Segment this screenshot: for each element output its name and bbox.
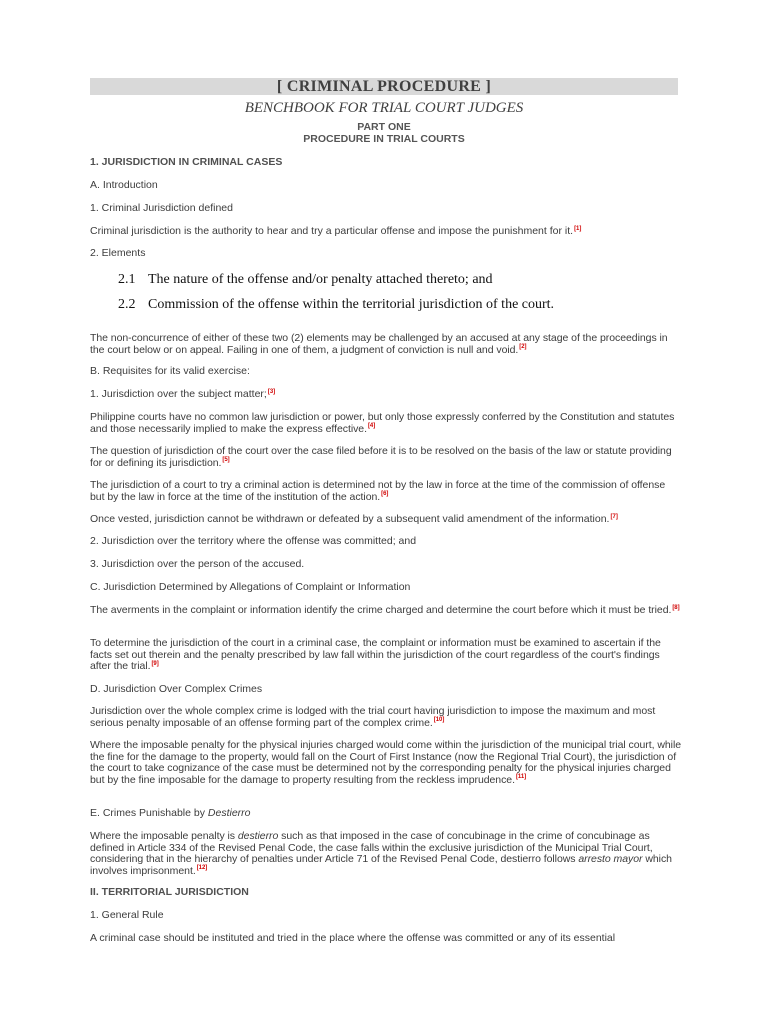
paragraph-text: Where the imposable penalty for the physical injuries charged would come within the jurisdiction of the municipal trial court, while the fine for the damage to the property, would fall on the Court of First Instance (now the Regional Trial Court), the jurisdiction of the court to take cognizance of the case must be determined not by the corresponding penalty for the physical injuries charged but by the fine imposable for the damage to property resulting from the reckless imprudence. [90, 739, 682, 786]
document-title: [ CRIMINAL PROCEDURE ] [90, 78, 678, 95]
paragraph-text: The question of jurisdiction of the court over the case filed before it is to be resolved on the basis of the law or statute providing for or defining its jurisdiction. [90, 445, 672, 469]
subheading-text: E. Crimes Punishable by [90, 807, 208, 819]
element-item [118, 297, 718, 313]
paragraph-text: Once vested, jurisdiction cannot be withdrawn or defeated by a subsequent valid amendment of the information. [90, 513, 610, 525]
element-number: 2.2 [118, 297, 136, 312]
paragraph-text: To determine the jurisdiction of the court in a criminal case, the complaint or information must be examined to ascertain if the facts set out therein and the penalty prescribed by law fall within the jurisdiction of the court regardless of the court's findings after the trial. [90, 637, 661, 673]
italic-term: arresto mayor [578, 853, 643, 866]
italic-term: destierro [237, 830, 279, 842]
item-subject-matter [90, 389, 690, 401]
paragraph-to-determine [90, 638, 682, 673]
paragraph-text: The jurisdiction of a court to try a criminal action is determined not by the law in force at the time of the commission of offense but by the law in force at the time of the institution of the action. [90, 479, 666, 503]
item-territory: 2. Jurisdiction over the territory where the offense was committed; and [90, 535, 417, 547]
section-heading-territorial: II. TERRITORIAL JURISDICTION [90, 886, 249, 898]
paragraph-jurisdiction-criminal-action [90, 480, 682, 503]
footnote-ref[interactable]: [12] [196, 865, 208, 872]
paragraph-text: Where the imposable penalty is [90, 830, 238, 842]
subheading-elements: 2. Elements [90, 247, 146, 259]
subheading-requisites: B. Requisites for its valid exercise: [90, 365, 250, 377]
section-heading-jurisdiction: 1. JURISDICTION IN CRIMINAL CASES [90, 156, 283, 168]
paragraph-question-jurisdiction [90, 446, 682, 469]
part-title: PROCEDURE IN TRIAL COURTS [303, 133, 465, 145]
element-item [118, 272, 718, 288]
subheading-general-rule: 1. General Rule [90, 909, 164, 921]
element-text: The nature of the offense and/or penalty attached thereto; and [148, 272, 493, 287]
paragraph-physical-injuries [90, 740, 682, 786]
element-number: 2.1 [118, 272, 136, 287]
footnote-ref[interactable]: [1] [574, 225, 582, 232]
document-subtitle: BENCHBOOK FOR TRIAL COURT JUDGES [244, 100, 524, 116]
footnote-ref[interactable]: [11] [515, 774, 527, 781]
paragraph-text: such as that imposed in the case of concubinage in the crime of concubinage as defined in Article 334 of the Revised Penal Code, the case falls within the exclusive jurisdiction of the Municipal Trial Court, considering that in the hierarchy of penalties under Article 71 of the Revised Penal Code, destierro follows [90, 830, 653, 866]
paragraph-criminal-jurisdiction [90, 226, 690, 238]
footnote-ref[interactable]: [3] [267, 388, 276, 395]
paragraph-text: The averments in the complaint or information identify the crime charged and determine the court before which it must be tried. [90, 604, 672, 616]
paragraph-complex-crimes [90, 706, 682, 729]
footnote-ref[interactable]: [2] [519, 344, 527, 351]
paragraph-text: which involves imprisonment. [90, 853, 672, 877]
paragraph-nonconcurrence [90, 333, 682, 356]
footnote-ref[interactable]: [8] [672, 604, 680, 611]
footnote-ref[interactable]: [7] [610, 513, 618, 520]
footnote-ref[interactable]: [10] [433, 717, 445, 724]
paragraph-general-rule: A criminal case should be instituted and tried in the place where the offense was committed or any of its essential [90, 932, 616, 944]
paragraph-text: Philippine courts have no common law jurisdiction or power, but only those expressly conferred by the Constitution and statutes and those necessarily implied to make the express effective. [90, 411, 675, 435]
paragraph-philippine-courts [90, 412, 682, 435]
footnote-ref[interactable]: [6] [381, 491, 389, 498]
paragraph-averments [90, 605, 682, 617]
part-label: PART ONE [357, 121, 411, 133]
footnote-ref[interactable]: [5] [222, 457, 230, 464]
subheading-italic: Destierro [207, 807, 251, 819]
element-text: Commission of the offense within the territorial jurisdiction of the court. [148, 297, 555, 312]
paragraph-once-vested [90, 514, 690, 526]
paragraph-text: Jurisdiction over the whole complex crime is lodged with the trial court having jurisdiction to impose the maximum and most serious penalty imposable of an offense forming part of the complex crime. [90, 705, 656, 729]
paragraph-destierro [90, 831, 682, 877]
footnote-ref[interactable]: [9] [151, 660, 159, 667]
footnote-ref[interactable]: [4] [367, 423, 376, 430]
paragraph-text: Criminal jurisdiction is the authority to hear and try a particular offense and impose the punishment for it. [90, 225, 574, 237]
subheading-complex-crimes: D. Jurisdiction Over Complex Crimes [90, 683, 263, 695]
subheading-allegations: C. Jurisdiction Determined by Allegations of Complaint or Information [90, 581, 411, 593]
item-text: 1. Jurisdiction over the subject matter; [90, 388, 267, 400]
subheading-destierro [90, 808, 690, 820]
paragraph-text: The non-concurrence of either of these two (2) elements may be challenged by an accused at any stage of the proceedings in the court below or on appeal. Failing in one of them, a judgment of conviction is null and void. [90, 332, 668, 356]
subheading-criminal-jurisdiction-defined: 1. Criminal Jurisdiction defined [90, 202, 233, 214]
item-person: 3. Jurisdiction over the person of the accused. [90, 558, 305, 570]
subheading-introduction: A. Introduction [90, 179, 158, 191]
